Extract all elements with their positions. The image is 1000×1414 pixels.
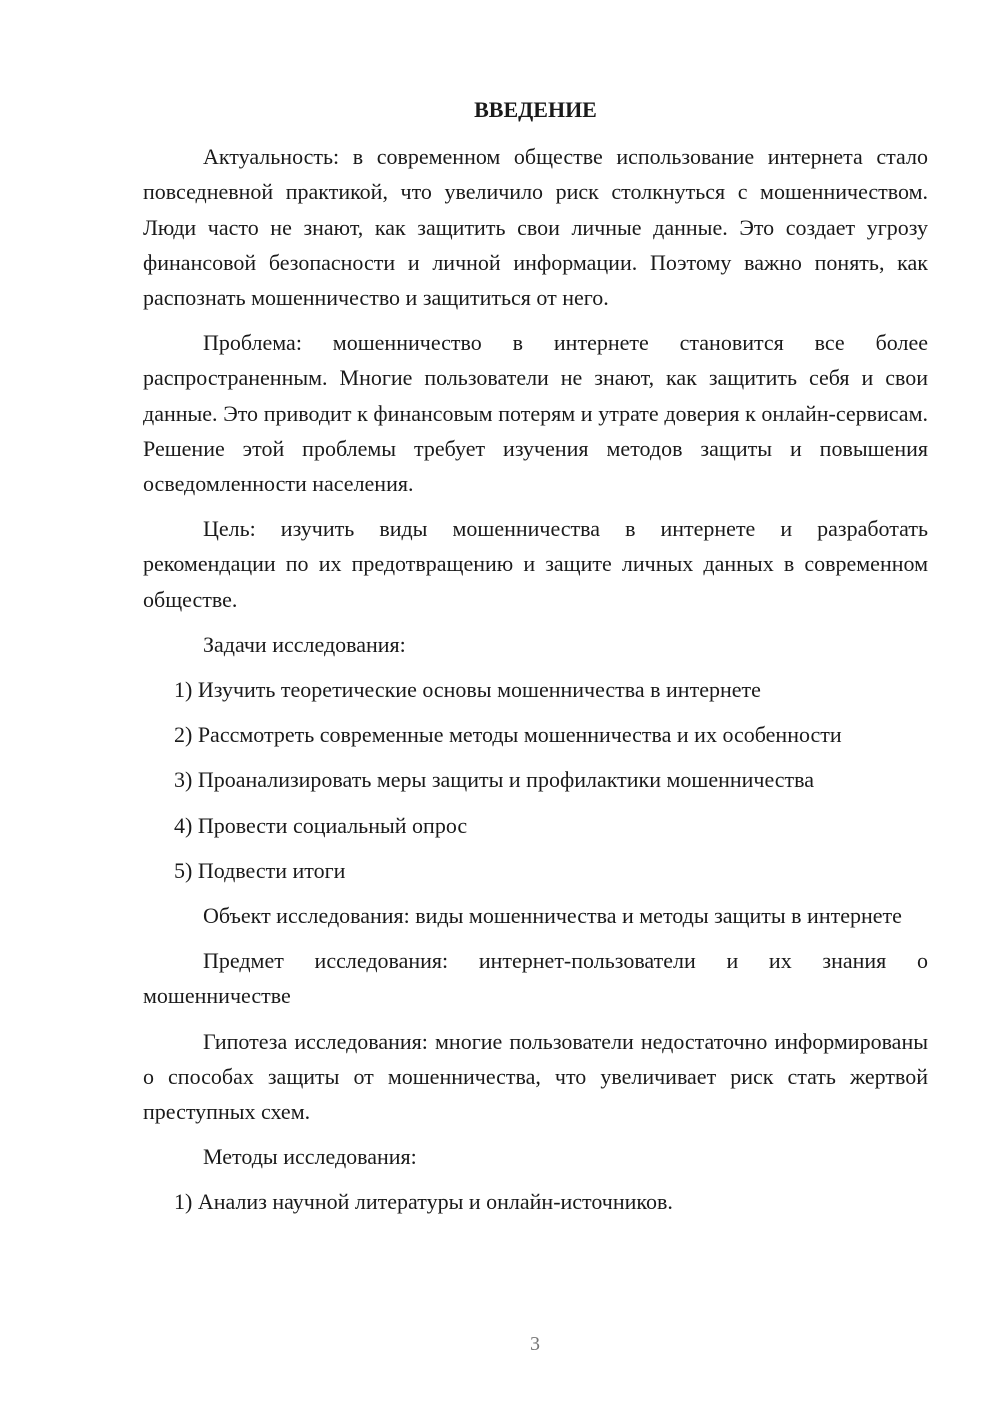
page-content xyxy=(143,92,928,1230)
page-title: ВВЕДЕНИЕ xyxy=(474,97,597,122)
method-item: 1) Анализ научной литературы и онлайн-источников. xyxy=(174,1189,673,1215)
methods-heading: Методы исследования: xyxy=(203,1144,417,1170)
goal-paragraph: Цель: изучить виды мошенничества в интернете и разработать рекомендации по их предотвращению и защите личных данных в современном обществе. xyxy=(143,516,928,612)
task-item: 1) Изучить теоретические основы мошенничества в интернете xyxy=(174,677,761,703)
tasks-heading: Задачи исследования: xyxy=(203,631,406,657)
relevance-paragraph: Актуальность: в современном обществе использование интернета стало повседневной практикой, что увеличило риск столкнуться с мошенничеством. Люди часто не знают, как защитить свои личные данные. Это создает угрозу финансовой безопасности и личной информации. Поэтому важно понять, как распознать мошенничество и защититься от него. xyxy=(143,144,928,311)
task-item: 3) Проанализировать меры защиты и профилактики мошенничества xyxy=(174,767,815,793)
page-number: 3 xyxy=(530,1333,540,1355)
methods-list xyxy=(143,1184,928,1219)
tasks-list xyxy=(143,672,928,888)
task-item: 5) Подвести итоги xyxy=(174,857,346,883)
problem-paragraph: Проблема: мошенничество в интернете становится все более распространенным. Многие пользователи не знают, как защитить себя и свои данные. Это приводит к финансовым потерям и утрате доверия к онлайн-сервисам. Решение этой проблемы требует изучения методов защиты и повышения осведомленности населения. xyxy=(143,330,928,497)
hypothesis-paragraph: Гипотеза исследования: многие пользователи недостаточно информированы о способах защиты от мошенничества, что увеличивает риск стать жертвой преступных схем. xyxy=(143,1028,928,1125)
research-subject-paragraph: Предмет исследования: интернет-пользователи и их знания о мошенничестве xyxy=(143,948,928,1009)
research-object-paragraph: Объект исследования: виды мошенничества и методы защиты в интернете xyxy=(203,903,902,929)
task-item: 2) Рассмотреть современные методы мошенничества и их особенности xyxy=(174,722,842,748)
task-item: 4) Провести социальный опрос xyxy=(174,812,468,838)
